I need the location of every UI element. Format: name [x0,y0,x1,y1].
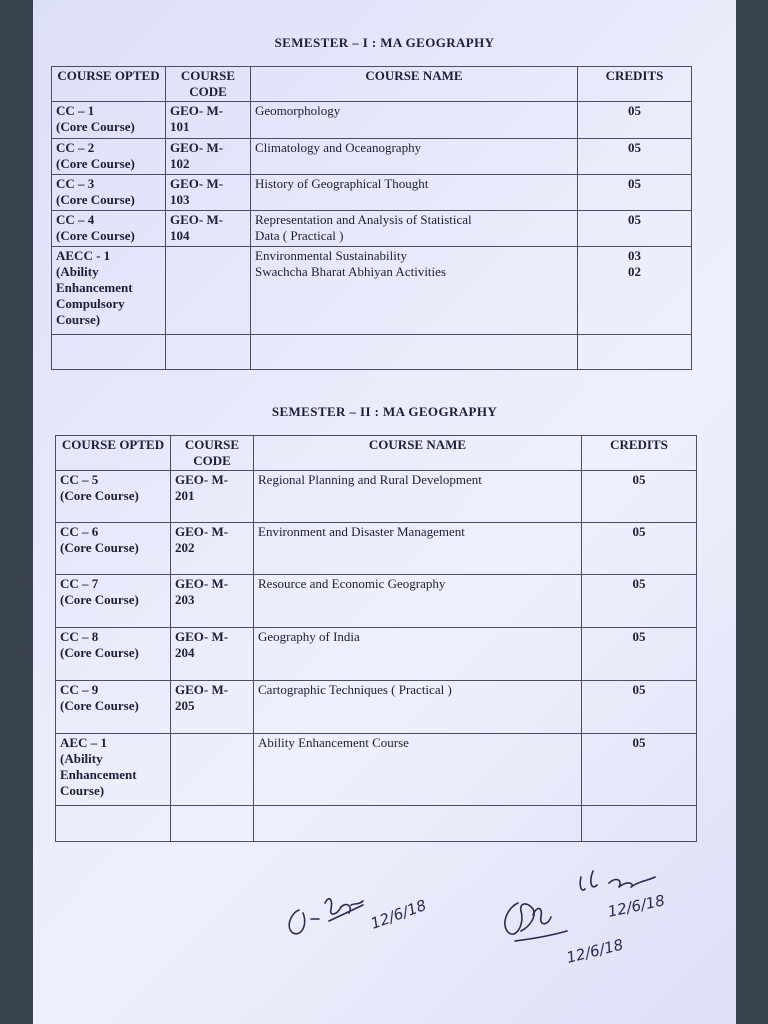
signature-1-date: 12/6/18 [368,896,429,933]
semester-2-title: SEMESTER – II : MA GEOGRAPHY [271,404,498,419]
signature-3-date: 12/6/18 [606,891,667,921]
course-opted: CC – 6 (Core Course) [56,523,171,575]
header-credits: CREDITS [578,67,692,102]
table-row [52,102,692,139]
course-code: GEO- M- 104 [166,211,251,247]
course-code: GEO- M- 203 [171,575,254,628]
course-code [166,247,251,335]
course-credits: 05 [582,523,697,575]
course-credits [578,335,692,370]
course-name: History of Geographical Thought [251,175,578,211]
header-course-code: COURSE CODE [171,436,254,471]
course-code: GEO- M- 102 [166,139,251,175]
course-credits [582,806,697,842]
course-name: Regional Planning and Rural Development [254,471,582,523]
course-credits: 05 [582,734,697,806]
course-code: GEO- M- 205 [171,681,254,734]
header-course-name: COURSE NAME [251,67,578,102]
course-opted: CC – 1 (Core Course) [52,102,166,139]
table-row-empty [56,806,697,842]
course-credits: 05 [578,139,692,175]
signature-2 [505,903,567,941]
table-header-row [56,436,697,471]
semester-1-title: SEMESTER – I : MA GEOGRAPHY [274,35,495,50]
course-code: GEO- M- 204 [171,628,254,681]
course-code [166,335,251,370]
course-name: Cartographic Techniques ( Practical ) [254,681,582,734]
header-course-code: COURSE CODE [166,67,251,102]
course-credits: 03 02 [578,247,692,335]
course-opted: AEC – 1 (Ability Enhancement Course) [56,734,171,806]
document-page [33,0,736,1024]
course-opted [56,806,171,842]
course-code [171,806,254,842]
course-code: GEO- M- 103 [166,175,251,211]
course-code: GEO- M- 201 [171,471,254,523]
table-row-empty [52,335,692,370]
course-credits: 05 [582,681,697,734]
signature-1 [289,899,363,934]
course-credits: 05 [582,575,697,628]
course-credits: 05 [578,102,692,139]
course-opted: CC – 2 (Core Course) [52,139,166,175]
table-row [52,175,692,211]
course-name: Environment and Disaster Management [254,523,582,575]
table-row [52,139,692,175]
signatures-area [263,855,683,985]
header-course-opted: COURSE OPTED [52,67,166,102]
course-name: Climatology and Oceanography [251,139,578,175]
course-credits: 05 [582,471,697,523]
course-name [254,806,582,842]
course-name: Ability Enhancement Course [254,734,582,806]
header-course-name: COURSE NAME [254,436,582,471]
signature-2-date: 12/6/18 [564,935,626,967]
course-name: Geography of India [254,628,582,681]
header-credits: CREDITS [582,436,697,471]
table-row [56,681,697,734]
course-opted: CC – 9 (Core Course) [56,681,171,734]
course-name: Geomorphology [251,102,578,139]
course-code: GEO- M- 101 [166,102,251,139]
course-name: Environmental Sustainability Swachcha Bharat Abhiyan Activities [251,247,578,335]
course-code [171,734,254,806]
header-course-opted: COURSE OPTED [56,436,171,471]
course-code: GEO- M- 202 [171,523,254,575]
course-name: Resource and Economic Geography [254,575,582,628]
table-row [52,211,692,247]
table-row [56,523,697,575]
table-header-row [52,67,692,102]
signature-3 [580,871,655,890]
course-credits: 05 [578,211,692,247]
table-row [56,628,697,681]
course-credits: 05 [578,175,692,211]
table-row [52,247,692,335]
course-opted: CC – 8 (Core Course) [56,628,171,681]
course-opted: AECC - 1 (Ability Enhancement Compulsory Course) [52,247,166,335]
table-row [56,734,697,806]
course-name [251,335,578,370]
course-name: Representation and Analysis of Statistical Data ( Practical ) [251,211,578,247]
course-opted: CC – 4 (Core Course) [52,211,166,247]
table-row [56,471,697,523]
semester-2-table [55,435,697,842]
course-opted: CC – 5 (Core Course) [56,471,171,523]
course-opted: CC – 7 (Core Course) [56,575,171,628]
course-opted: CC – 3 (Core Course) [52,175,166,211]
course-opted [52,335,166,370]
table-row [56,575,697,628]
semester-1-table [51,66,692,370]
course-credits: 05 [582,628,697,681]
